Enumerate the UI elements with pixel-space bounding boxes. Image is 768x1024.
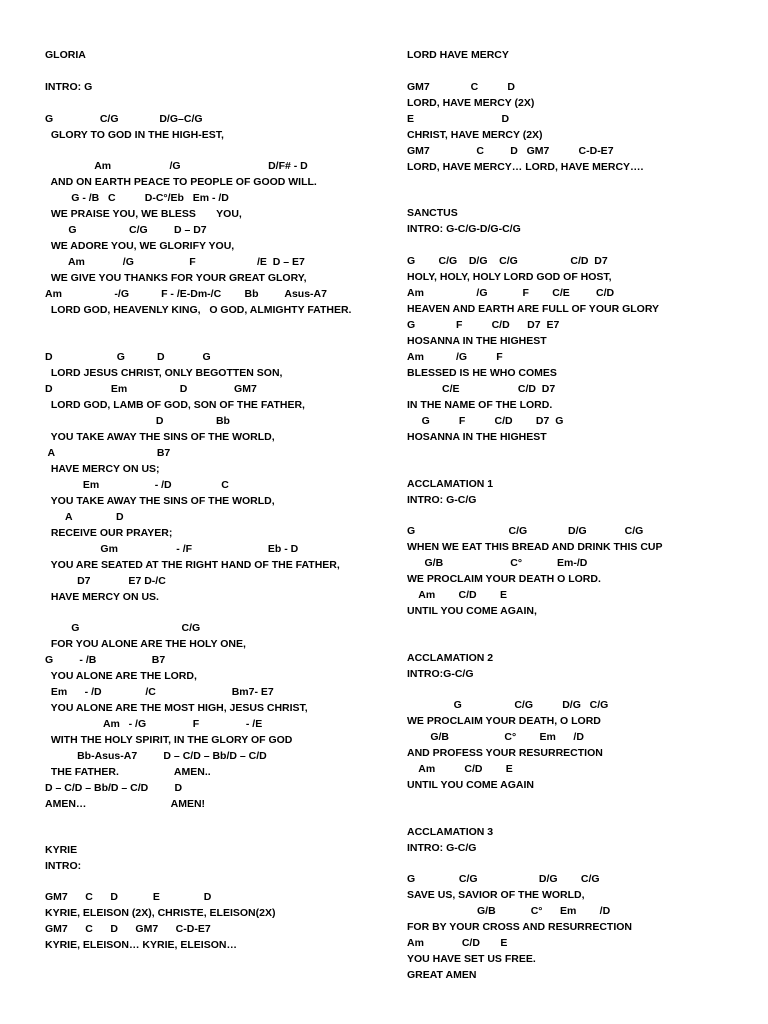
sheet-line: AND ON EARTH PEACE TO PEOPLE OF GOOD WILL. [45, 176, 317, 188]
sheet-line: AND PROFESS YOUR RESURRECTION [407, 747, 603, 759]
sheet-line: LORD, HAVE MERCY… LORD, HAVE MERCY…. [407, 161, 644, 173]
sheet-line: THE FATHER. AMEN.. [45, 766, 211, 778]
sheet-line: D Bb [45, 415, 230, 427]
sheet-line: D G D G [45, 351, 211, 363]
sheet-line: AMEN… AMEN! [45, 798, 206, 810]
sheet-line: INTRO: G-C/G [407, 842, 477, 854]
sheet-line: WHEN WE EAT THIS BREAD AND DRINK THIS CUP [407, 541, 663, 553]
sheet-line: HAVE MERCY ON US; [45, 463, 160, 475]
sheet-line: G C/G D/G C/G [407, 699, 609, 711]
sheet-line: Am /G D/F# - D [45, 160, 308, 172]
sheet-line: HOLY, HOLY, HOLY LORD GOD OF HOST, [407, 271, 612, 283]
sheet-line: G/B C° Em /D [407, 731, 584, 743]
sheet-line: GLORY TO GOD IN THE HIGH-EST, [45, 129, 224, 141]
sheet-line: Gm - /F Eb - D [45, 543, 299, 555]
sheet-line: Am C/D E [407, 589, 507, 601]
sheet-line: G C/G D/G C/G C/D D7 [407, 255, 608, 267]
sheet-line: HEAVEN AND EARTH ARE FULL OF YOUR GLORY [407, 303, 660, 315]
sheet-line: KYRIE, ELEISON… KYRIE, ELEISON… [45, 939, 237, 951]
sheet-line: WE ADORE YOU, WE GLORIFY YOU, [45, 240, 235, 252]
sheet-line: G C/G D/G C/G [407, 873, 600, 885]
sheet-line: BLESSED IS HE WHO COMES [407, 367, 557, 379]
sheet-line: ACCLAMATION 1 [407, 478, 494, 490]
sheet-line: C/E C/D D7 [407, 383, 556, 395]
sheet-line: SANCTUS [407, 207, 458, 219]
sheet-line: G - /B B7 [45, 654, 166, 666]
sheet-line: KYRIE [45, 844, 78, 856]
sheet-line: G/B C° Em /D [407, 905, 611, 917]
sheet-line: Am /G F [407, 351, 503, 363]
sheet-line: Em - /D /C Bm7- E7 [45, 686, 274, 698]
sheet-line: SAVE US, SAVIOR OF THE WORLD, [407, 889, 585, 901]
sheet-line: Am /G F C/E C/D [407, 287, 615, 299]
sheet-line: G C/G D – D7 [45, 224, 207, 236]
sheet-line: INTRO:G-C/G [407, 668, 474, 680]
sheet-line: GLORIA [45, 49, 86, 61]
sheet-line: G C/G D/G–C/G [45, 113, 203, 125]
sheet-line: INTRO: G-C/G [407, 494, 477, 506]
sheet-line: Em - /D C [45, 479, 229, 491]
sheet-line: GM7 C D GM7 C-D-E7 [407, 145, 614, 157]
sheet-line: YOU TAKE AWAY THE SINS OF THE WORLD, [45, 495, 275, 507]
sheet-line: D – C/D – Bb/D – C/D D [45, 782, 183, 794]
sheet-line: G C/G D/G C/G [407, 525, 644, 537]
sheet-line: G/B C° Em-/D [407, 557, 588, 569]
sheet-line: UNTIL YOU COME AGAIN, [407, 605, 537, 617]
sheet-line: G C/G [45, 622, 201, 634]
sheet-line: G F C/D D7 G [407, 415, 564, 427]
sheet-line: Am C/D E [407, 763, 513, 775]
sheet-line: YOU ARE SEATED AT THE RIGHT HAND OF THE FATHER, [45, 559, 340, 571]
sheet-line: GREAT AMEN [407, 969, 477, 981]
sheet-line: HAVE MERCY ON US. [45, 591, 159, 603]
sheet-line: LORD, HAVE MERCY (2X) [407, 97, 535, 109]
sheet-line: WE PRAISE YOU, WE BLESS YOU, [45, 208, 242, 220]
sheet-line: WITH THE HOLY SPIRIT, IN THE GLORY OF GOD [45, 734, 293, 746]
sheet-line: Am -/G F - /E-Dm-/C Bb Asus-A7 [45, 288, 327, 300]
sheet-line: YOU HAVE SET US FREE. [407, 953, 536, 965]
sheet-line: INTRO: G [45, 81, 93, 93]
sheet-line: HOSANNA IN THE HIGHEST [407, 335, 547, 347]
sheet-line: Bb-Asus-A7 D – C/D – Bb/D – C/D [45, 750, 267, 762]
sheet-line: D Em D GM7 [45, 383, 257, 395]
sheet-line: Am - /G F - /E [45, 718, 263, 730]
sheet-line: G F C/D D7 E7 [407, 319, 560, 331]
sheet-line: INTRO: G-C/G-D/G-C/G [407, 223, 521, 235]
sheet-line: INTRO: [45, 860, 82, 872]
sheet-line: LORD HAVE MERCY [407, 49, 509, 61]
sheet-line: LORD JESUS CHRIST, ONLY BEGOTTEN SON, [45, 367, 283, 379]
sheet-line: KYRIE, ELEISON (2X), CHRISTE, ELEISON(2X) [45, 907, 276, 919]
sheet-line: HOSANNA IN THE HIGHEST [407, 431, 547, 443]
sheet-line: FOR YOU ALONE ARE THE HOLY ONE, [45, 638, 246, 650]
sheet-line: LORD GOD, LAMB OF GOD, SON OF THE FATHER, [45, 399, 305, 411]
sheet-line: YOU TAKE AWAY THE SINS OF THE WORLD, [45, 431, 275, 443]
sheet-line: LORD GOD, HEAVENLY KING, O GOD, ALMIGHTY FATHER. [45, 304, 352, 316]
sheet-line: E D [407, 113, 510, 125]
sheet-line: GM7 C D GM7 C-D-E7 [45, 923, 211, 935]
sheet-line: Am C/D E [407, 937, 508, 949]
sheet-line: ACCLAMATION 3 [407, 826, 494, 838]
sheet-line: IN THE NAME OF THE LORD. [407, 399, 553, 411]
sheet-line: YOU ALONE ARE THE LORD, [45, 670, 197, 682]
sheet-line: GM7 C D E D [45, 891, 212, 903]
sheet-line: FOR BY YOUR CROSS AND RESURRECTION [407, 921, 632, 933]
sheet-line: A B7 [45, 447, 171, 459]
sheet-line: GM7 C D [407, 81, 515, 93]
sheet-line: CHRIST, HAVE MERCY (2X) [407, 129, 543, 141]
sheet-line: WE PROCLAIM YOUR DEATH O LORD. [407, 573, 601, 585]
sheet-line: WE GIVE YOU THANKS FOR YOUR GREAT GLORY, [45, 272, 307, 284]
sheet-line: RECEIVE OUR PRAYER; [45, 527, 173, 539]
sheet-line: UNTIL YOU COME AGAIN [407, 779, 534, 791]
sheet-line: ACCLAMATION 2 [407, 652, 494, 664]
sheet-line: Am /G F /E D – E7 [45, 256, 305, 268]
sheet-line: WE PROCLAIM YOUR DEATH, O LORD [407, 715, 601, 727]
sheet-line: A D [45, 511, 124, 523]
sheet-line: YOU ALONE ARE THE MOST HIGH, JESUS CHRIST, [45, 702, 308, 714]
sheet-line: D7 E7 D-/C [45, 575, 166, 587]
sheet-line: G - /B C D-C°/Eb Em - /D [45, 192, 229, 204]
